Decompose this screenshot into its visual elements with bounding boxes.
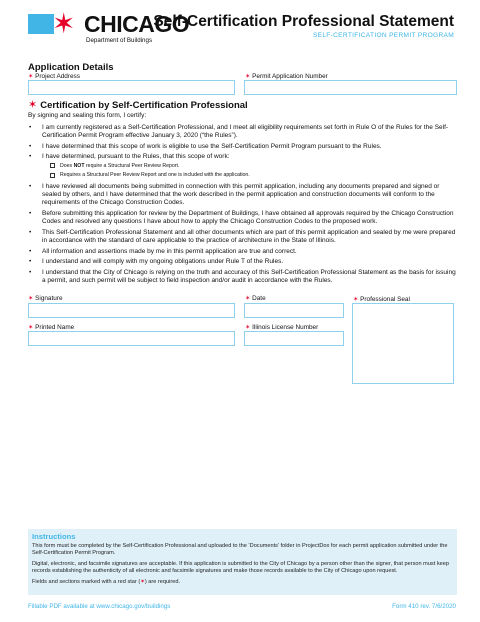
- list-item: • I have determined, pursuant to the Rules, that this scope of work:: [29, 153, 230, 161]
- professional-seal-box[interactable]: [352, 303, 454, 384]
- required-star-icon: ✶: [28, 323, 34, 331]
- chicago-flag-stripe: [28, 14, 54, 34]
- required-star-icon: ✶: [245, 72, 251, 80]
- required-star-icon: ✶: [245, 294, 251, 302]
- printed-name-label: ✶ Printed Name: [28, 323, 75, 331]
- signature-label: ✶ Signature: [28, 294, 63, 302]
- instructions-paragraph: Digital, electronic, and facsimile signatures are acceptable. If this application is submitted to the City of Chicago by a person other than the signer, that person must keep records establishing the authenticity of all electronic and facsimile signatures and make those records available to the City of Chicago upon request.: [32, 561, 449, 574]
- form-revision: Form 410 rev. 7/6/2020: [392, 603, 456, 610]
- instructions-paragraph: This form must be completed by the Self-Certification Professional and uploaded to the ‘Documents’ folder in ProjectDox for each permit application submitted under the Self-Certification Permit Program.: [32, 543, 448, 556]
- peer-review-option-not-required[interactable]: Does NOT require a Structural Peer Review Report.: [36, 162, 458, 172]
- required-star-icon: ✶: [28, 72, 34, 80]
- required-star-icon: ✶: [28, 294, 34, 302]
- list-item: • I have determined that this scope of work is eligible to use the Self-Certification Permit Program pursuant to the Rules.: [29, 142, 382, 150]
- date-label: ✶ Date: [245, 294, 266, 302]
- page-subtitle: SELF-CERTIFICATION PERMIT PROGRAM: [312, 32, 454, 39]
- permit-number-label: ✶ Permit Application Number: [245, 72, 328, 80]
- permit-number-field[interactable]: [244, 80, 457, 95]
- list-item: • I have reviewed all documents being submitted in connection with this permit application, including any documents prepared and signed or sealed by others, and I have determined that the work described in the permit application and construction documents will conform to the requirements of the Chicago Construction Codes.: [29, 182, 440, 207]
- instructions-paragraph: Fields and sections marked with a red star (✶) are required.: [32, 579, 181, 585]
- signature-field[interactable]: [28, 303, 235, 318]
- list-item: • This Self-Certification Professional Statement and all other documents which are part of this permit application and sealed by me were prepared in accordance with the standard of care applicable to the practice of architecture in the State of Illinois.: [29, 228, 456, 245]
- required-star-icon: ✶: [353, 295, 359, 303]
- list-item: • All information and assertions made by me in this permit application are true and correct.: [29, 247, 297, 255]
- certification-heading: ✶ Certification by Self-Certification Professional: [28, 98, 248, 111]
- required-star-icon: ✶: [28, 98, 38, 111]
- checkbox[interactable]: [50, 173, 55, 178]
- printed-name-field[interactable]: [28, 331, 235, 346]
- checkbox[interactable]: [50, 163, 55, 168]
- chicago-star-icon: ✶: [52, 7, 76, 40]
- required-star-icon: ✶: [140, 579, 145, 585]
- page-title: Self-Certification Professional Statement: [153, 13, 454, 30]
- project-address-field[interactable]: [28, 80, 235, 95]
- instructions-heading: Instructions: [32, 532, 76, 541]
- certification-intro: By signing and sealing this form, I certify:: [28, 112, 147, 119]
- logo-department: Department of Buildings: [86, 37, 153, 44]
- peer-review-option-required[interactable]: Requires a Structural Peer Review Report and one is included with the application.: [36, 171, 458, 181]
- list-item: • I understand and will comply with my ongoing obligations under Rule T of the Rules.: [29, 258, 284, 266]
- date-field[interactable]: [244, 303, 344, 318]
- application-details-heading: Application Details: [28, 62, 114, 73]
- footer-link[interactable]: Fillable PDF available at www.chicago.gov/buildings: [28, 603, 171, 610]
- instructions-panel: [28, 529, 457, 595]
- certification-list: [28, 124, 458, 288]
- logo-wordmark: CHICAGO: [84, 11, 190, 37]
- professional-seal-label: ✶ Professional Seal: [353, 295, 410, 303]
- project-address-label: ✶ Project Address: [28, 72, 80, 80]
- list-item: • I am currently registered as a Self-Certification Professional, and I meet all eligibility requirements set forth in Rule O of the Rules for the Self-Certification Permit Program effective January 3, 2020 (“the Rules”).: [29, 124, 449, 140]
- list-item: • I understand that the City of Chicago is relying on the truth and accuracy of this Self-Certification Professional Statement as the basis for issuing a permit, and such permit will be subject to field inspection and/or audit in accordance with the Rules.: [29, 268, 456, 285]
- license-number-field[interactable]: [244, 331, 344, 346]
- license-number-label: ✶ Illinois License Number: [245, 323, 319, 331]
- required-star-icon: ✶: [245, 323, 251, 331]
- list-item: • Before submitting this application for review by the Department of Buildings, I have obtained all approvals required by the Chicago Construction Codes and resolved any questions I have about how to apply the Chicago Construction Codes to the proposed work.: [29, 209, 454, 226]
